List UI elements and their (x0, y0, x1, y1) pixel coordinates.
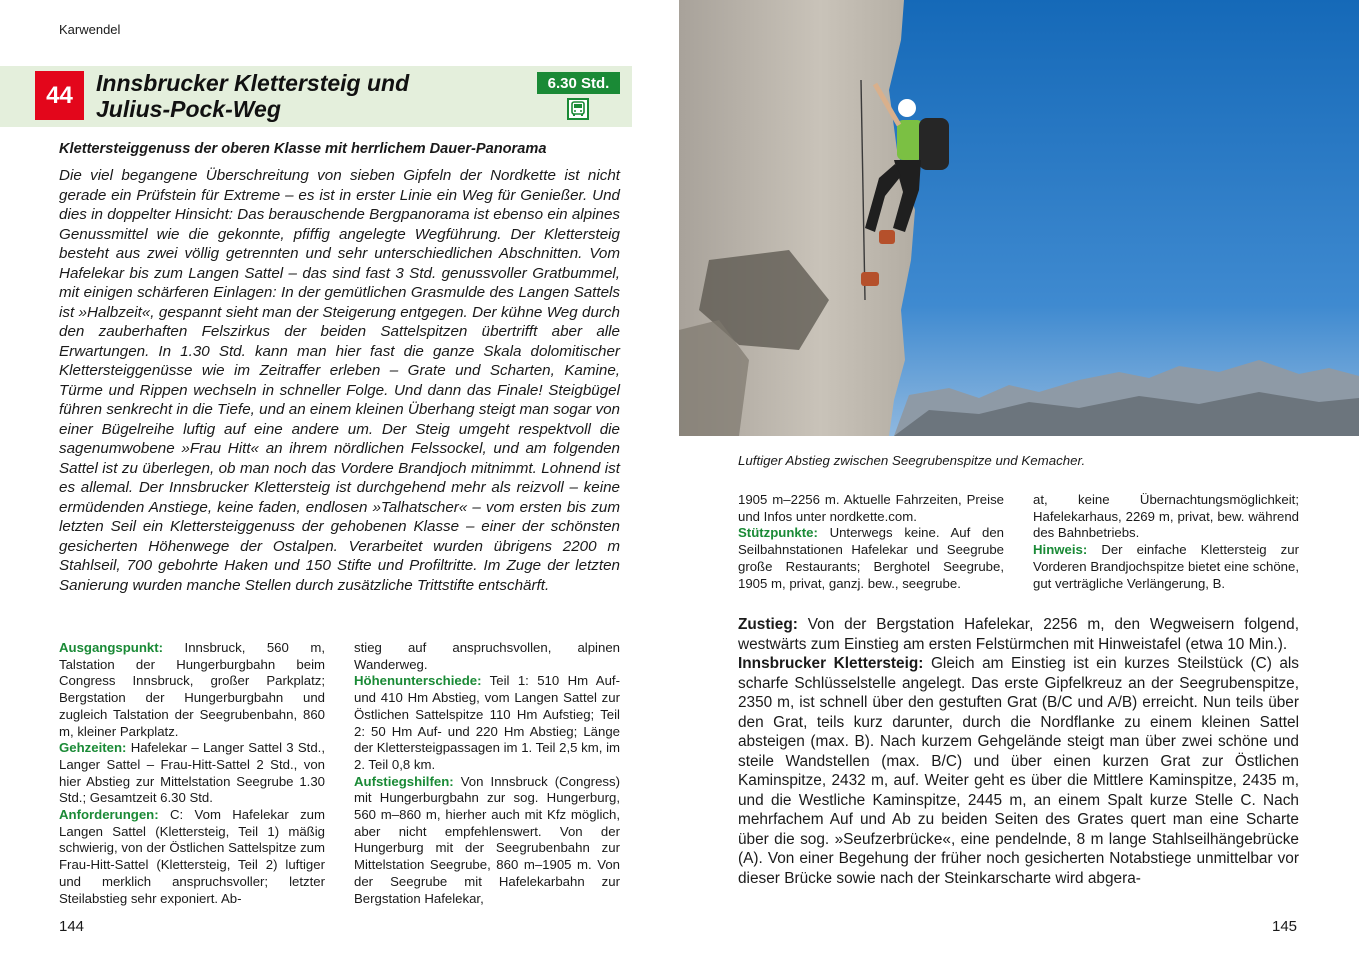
tour-title (96, 70, 409, 122)
info-continuation-right: 1905 m–2256 m. Aktuelle Fahrzeiten, Preise und Infos unter nordkette.com. (738, 492, 1004, 524)
info-column-4 (1033, 492, 1299, 592)
page-number-left: 144 (59, 918, 85, 935)
info-continuation-2: at, keine Übernachtungsmöglichkeit; Hafelekarhaus, 2269 m, privat, bew. während des Bahnbetriebs. (1033, 492, 1299, 541)
tour-number-badge: 44 (35, 71, 84, 120)
route-zustieg: Zustieg: Von der Bergstation Hafelekar, 2256 m, den Wegweisern folgend, westwärts zum Einstieg am ersten Felstürmchen mit Hinweistafel (etwa 10 Min.). (738, 616, 1299, 653)
info-continuation: stieg auf anspruchsvollen, alpinen Wanderweg. (354, 640, 620, 672)
bus-icon (567, 98, 589, 120)
page-number-right: 145 (1272, 918, 1298, 935)
intro-paragraph: Die viel begangene Überschreitung von sieben Gipfeln der Nordkette ist nicht gerade ein Prüfstein für Extreme – es ist in erster Linie ein Weg für Genießer. Und dies in doppelter Hinsicht: Das berauschende Bergpanorama ist ebenso ein alpines Genussmittel wie die gekonnte, pfiffig angelegte Wegführung. Der Klettersteig besteht aus zwei völlig getrennten und sehr unterschiedlichen Abschnitten. Vom Hafelekar bis zum Langen Sattel – das sind fast 3 Std. genussvoller Gratbummel, mit einigen schärferen Einlagen: In der gemütlichen Grasmulde des Langen Sattels ist »Halbzeit«, gespannt sieht man der Steigerung entgegen. Der kühne Weg durch den zauberhaften Felszirkus der beiden Sattelspitzen übertrifft aber alle Erwartungen. In 1.30 Std. kann man hier fast die ganze Skala dolomitischer Klettersteiggenüsse wie im Zeitraffer erleben – Grate und Scharten, Kamine, Türme und Rippen wechseln in schneller Folge. Und dann das Finale! Steigbügel führen senkrecht in die Tiefe, und an einem kleinen Überhang steigt man sogar von einer Bügelreihe luftig auf eine andere um. Der Steig umgeht respektvoll die sagenumwobene »Frau Hitt« an ihrem nördlichen Felssockel, und am folgenden Sattel ist zu überlegen, ob man noch das Vordere Brandjoch mitnimmt. Lohnend ist es allemal. Der Innsbrucker Klettersteig ist durchgehend mehr als reizvoll – keine ermüdenden Anstiege, keine faden, endlosen »Talhatscher« – vom ersten bis zum letzten Seil ein Klettersteiggenuss der gehobenen Klasse – einer der schönsten gesicherten Höhenwege der Ostalpen. Verarbeitet wurden übrigens 2200 m Stahlseil, 700 gebohrte Haken und 150 Stifte und Profiltritte. Im Zuge der letzten Sanierung wurden manche Stellen durch zusätzliche Trittstifte entschärft. (59, 167, 620, 594)
tour-subtitle: Klettersteiggenuss der oberen Klasse mit herrlichem Dauer-Panorama (59, 141, 547, 157)
duration-badge: 6.30 Std. (537, 72, 620, 94)
info-gehzeiten: Gehzeiten: Hafelekar – Langer Sattel 3 Std., Langer Sattel – Frau-Hitt-Sattel 2 Std., von hier Abstieg zur Mittelstation Seegrube 1.30 Std.; Gesamtzeit 6.30 Std. (59, 740, 325, 806)
section-header: Karwendel (59, 22, 121, 37)
route-klettersteig: Innsbrucker Klettersteig: Gleich am Einstieg ist ein kurzes Steilstück (C) als scharfe Schlüsselstelle angelegt. Das erste Gipfelkreuz an der Seegrubenspitze, 2350 m, ist schnell über den gestuften Grat (B/C und A/B) erreicht. Nun teils über den Grat, teils kurz darunter, durch die Nordflanke zu einem kleinen Sattel absteigen (max. B). Nach kurzem Gehgelände steigt man über zwei schöne und steile Wandstellen (max. B/C) und über einen kurzen Grat zur Östlichen Kaminspitze, 2432 m, auf. Weiter geht es über die Mittlere Kaminspitze, 2435 m, und die Westliche Kaminspitze, 2445 m, an einem Spalt kurze Stelle C. Nach mehrfachem Auf und Ab zu beiden Seiten des Grates quert man eine Scharte über die sog. »Seufzerbrücke«, eine pendelnde, 8 m lange Stahlseilhängebrücke (A). Von einer Begehung der früher noch gesicherten Notabstiege unmittelbar vor dieser Brücke sowie nach der Steinkarscharte wird abgera- (738, 655, 1300, 887)
info-anforderungen: Anforderungen: C: Vom Hafelekar zum Langen Sattel (Klettersteig, Teil 1) mäßig schwierig, von der Östlichen Sattelspitze zum Frau-Hitt-Sattel (Klettersteig, Teil 2) luftiger und merklich anspruchsvoller; letzter Steilabstieg sehr exponiert. Ab- (59, 807, 325, 906)
info-column-3 (738, 492, 1004, 592)
photo-caption: Luftiger Abstieg zwischen Seegrubenspitze und Kemacher. (738, 453, 1086, 468)
info-ausgangspunkt: Ausgangspunkt: Innsbruck, 560 m, Talstation der Hungerburgbahn beim Congress Innsbruck, großer Parkplatz; Bergstation der Hungerburgbahn und zugleich Talstation der Seegrubenbahn, 860 m, kleiner Parkplatz. (59, 640, 325, 739)
info-column-2 (354, 640, 620, 907)
info-hinweis: Hinweis: Der einfache Klettersteig zur Vorderen Brandjochspitze bietet eine schöne, gut verträgliche Verlängerung, B. (1033, 542, 1299, 591)
info-column-1 (59, 640, 325, 907)
climber-photo (679, 0, 1359, 436)
info-aufstiegshilfen: Aufstiegshilfen: Von Innsbruck (Congress) mit Hungerburgbahn zur sog. Hungerburg, 560 m–860 m, hierher auch mit Kfz möglich, aber nicht empfehlenswert. Von der Hungerburg mit der Seegrubenbahn zur Mittelstation Seegrube, 860 m–1905 m. Von der Seegrube mit Hafelekarbahn zur Bergstation Hafelekar, (354, 773, 620, 906)
route-description (738, 615, 1299, 888)
info-hoehenunterschiede: Höhenunterschiede: Teil 1: 510 Hm Auf- und 410 Hm Abstieg, vom Langen Sattel zur Östlichen Sattelspitze 110 Hm Aufstieg; Teil 2: 50 Hm Auf- und 220 Hm Abstieg; Länge der Klettersteigpassagen im 1. Teil 2,5 km, im 2. Teil 0,8 km. (354, 673, 620, 772)
tour-title-line1: Innsbrucker Klettersteig und (96, 70, 410, 96)
tour-title-line2: Julius-Pock-Weg (96, 96, 281, 122)
info-stuetzpunkte: Stützpunkte: Unterwegs keine. Auf den Seilbahnstationen Hafelekar und Seegrube große Restaurants; Berghotel Seegrube, 1905 m, privat, ganzj. bew., seegrube. (738, 525, 1004, 591)
